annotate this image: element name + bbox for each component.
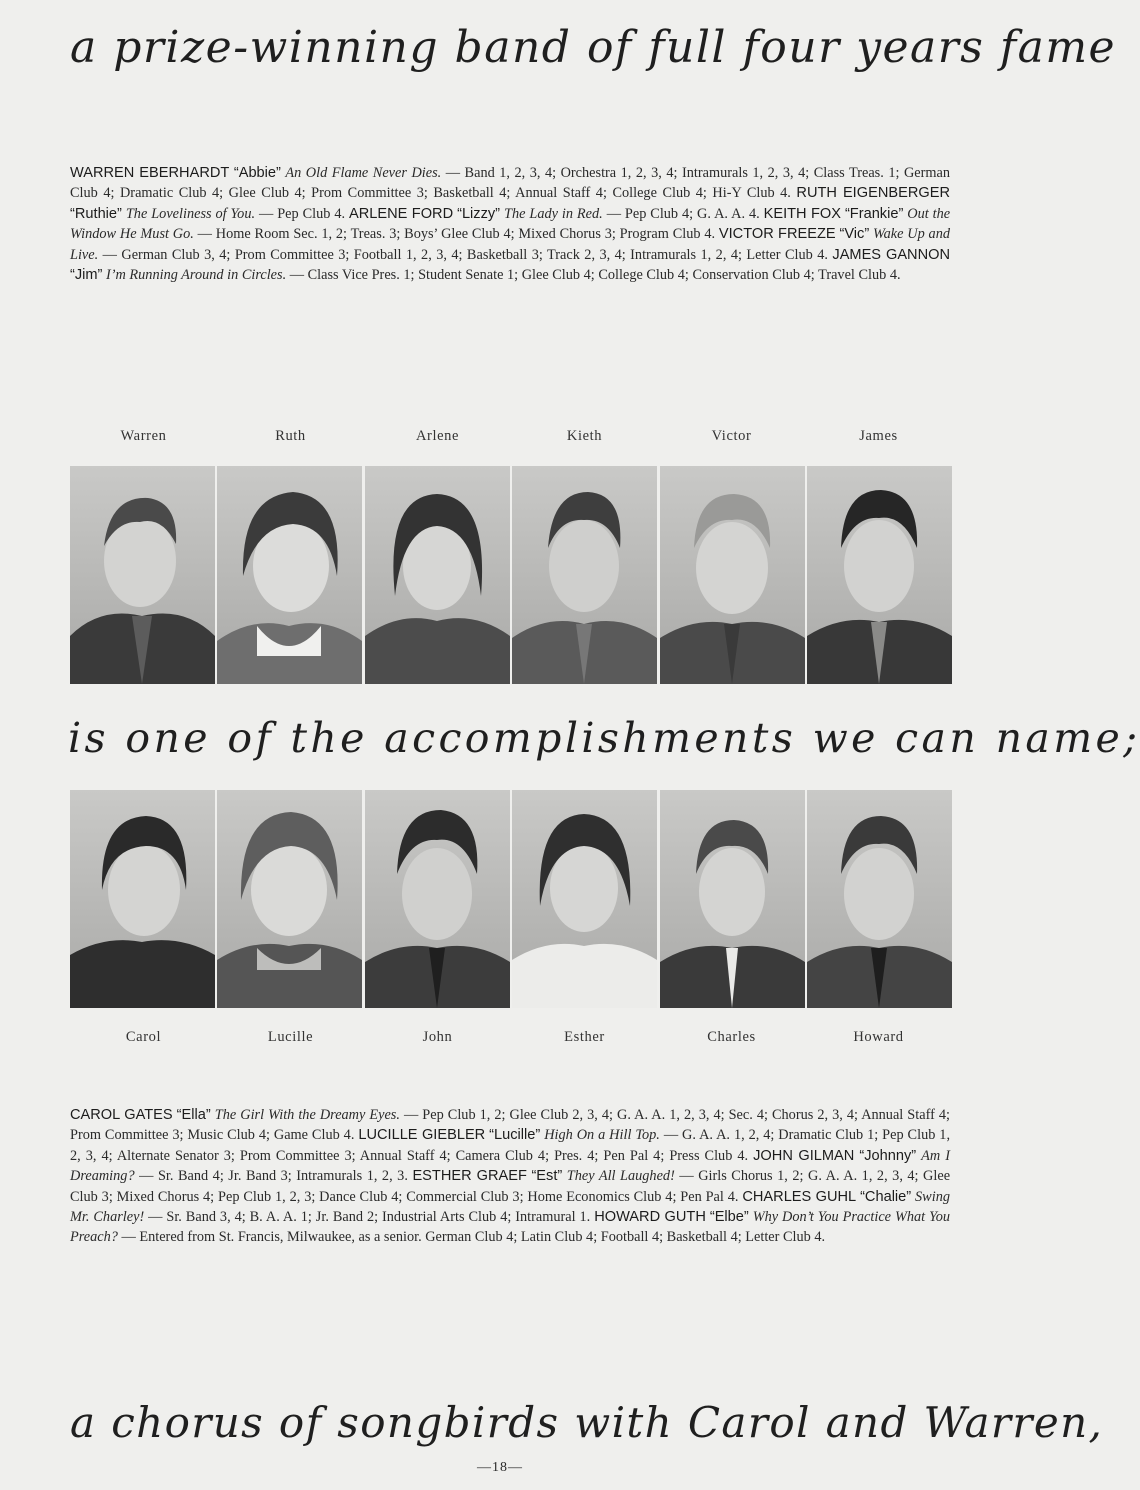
photo-label: Lucille [267, 1029, 314, 1045]
photo-label: John [422, 1029, 453, 1045]
bio-entry: WARREN EBERHARDT “Abbie” An Old Flame Never Dies. — Band 1, 2, 3, 4; Orchestra 1, 2, 3, 4; Intramurals 1, 2, 3, 4; Class Treas. 1; German Club 4; Dramatic Club 4; Glee Club 4; Prom Committee 3; Basketball 4; Annual Staff 4; College Club 4; Hi-Y Club 4. [70, 165, 950, 202]
bio-entry: VICTOR FREEZE “Vic” Wake Up and Live. — German Club 3, 4; Prom Committee 3; Football 1, 2, 3, 4; Basketball 3; Track 2, 3, 4; Intramurals 1, 2, 4; Letter Club 4. [70, 226, 951, 263]
photo-labels-bottom [70, 1029, 952, 1046]
bio-entry: ESTHER GRAEF “Est” They All Laughed! — Girls Chorus 1, 2; G. A. A. 1, 2, 3, 4; Glee Club 3; Mixed Chorus 4; Pep Club 1, 2, 3; Dance Club 4; Commercial Club 3; Home Economics Club 4; Pen Pal 4. [70, 1168, 951, 1205]
portrait-photo [660, 790, 805, 1008]
bio-entry: KEITH FOX “Frankie” Out the Window He Must Go. — Home Room Sec. 1, 2; Treas. 3; Boys’ Glee Club 4; Mixed Chorus 3; Program Club 4. [70, 205, 951, 243]
photo-label: Carol [125, 1029, 162, 1045]
bio-entry: CHARLES GUHL “Chalie” Swing Mr. Charley! — Sr. Band 3, 4; B. A. A. 1; Jr. Band 2; Industrial Arts Club 4; Intramural 1. [70, 1188, 950, 1226]
heading-bottom: a chorus of songbirds with Carol and Warren, [70, 1398, 1104, 1447]
portrait-photo [70, 790, 215, 1008]
page-number: —18— [477, 1460, 523, 1475]
portrait-photo [512, 790, 657, 1008]
portrait-photo [807, 466, 952, 684]
heading-top: a prize-winning band of full four years fame [70, 22, 1117, 73]
photo-label: Esther [564, 1029, 605, 1045]
photo-label: Victor [711, 428, 752, 444]
photo-label: Charles [707, 1029, 756, 1045]
portrait-photo [365, 466, 510, 684]
bio-entry: HOWARD GUTH “Elbe” Why Don’t You Practice What You Preach? — Entered from St. Francis, Milwaukee, as a senior. German Club 4; Latin Club 4; Football 4; Basketball 4; Letter Club 4. [70, 1209, 951, 1246]
portrait-photo [217, 790, 362, 1008]
photo-label: Howard [853, 1029, 904, 1045]
photo-label: Kieth [566, 428, 603, 444]
photo-label: James [859, 428, 898, 444]
bio-block-top [70, 163, 950, 285]
portrait-photo [217, 466, 362, 684]
portrait-photo [512, 466, 657, 684]
bio-entry: ARLENE FORD “Lizzy” The Lady in Red. — Pep Club 4; G. A. A. 4. [348, 205, 760, 222]
bio-entry: LUCILLE GIEBLER “Lucille” High On a Hill Top. — G. A. A. 1, 2, 4; Dramatic Club 1; Pep Club 1, 2, 3, 4; Alternate Senator 3; Prom Committee 3; Annual Staff 4; Camera Club 4; Pres. 4; Pen Pal 4; Press Club 4. [70, 1127, 951, 1164]
portrait-photo [660, 466, 805, 684]
portrait-photo [807, 790, 952, 1008]
portrait-photo [365, 790, 510, 1008]
portrait-row-top [70, 466, 952, 684]
bio-block-bottom [70, 1105, 950, 1248]
bio-entry: JAMES GANNON “Jim” I’m Running Around in Circles. — Class Vice Pres. 1; Student Senate 1; Glee Club 4; College Club 4; Conservation Club 4; Travel Club 4. [70, 246, 951, 284]
photo-label: Arlene [415, 428, 460, 444]
photo-label: Ruth [275, 428, 306, 444]
photo-labels-top [70, 428, 952, 445]
portrait-photo [70, 466, 215, 684]
bio-entry: JOHN GILMAN “Johnny” Am I Dreaming? — Sr. Band 4; Jr. Band 3; Intramurals 1, 2, 3. [70, 1147, 950, 1185]
bio-entry: RUTH EIGENBERGER “Ruthie” The Loveliness of You. — Pep Club 4. [70, 185, 950, 222]
bio-entry: CAROL GATES “Ella” The Girl With the Dreamy Eyes. — Pep Club 1, 2; Glee Club 2, 3, 4; G. A. A. 1, 2, 3, 4; Sec. 4; Chorus 2, 3, 4; Annual Staff 4; Prom Committee 3; Music Club 4; Game Club 4. [70, 1107, 950, 1144]
heading-middle: is one of the accomplishments we can name; [68, 714, 1140, 762]
photo-label: Warren [120, 428, 167, 444]
portrait-row-bottom [70, 790, 952, 1008]
